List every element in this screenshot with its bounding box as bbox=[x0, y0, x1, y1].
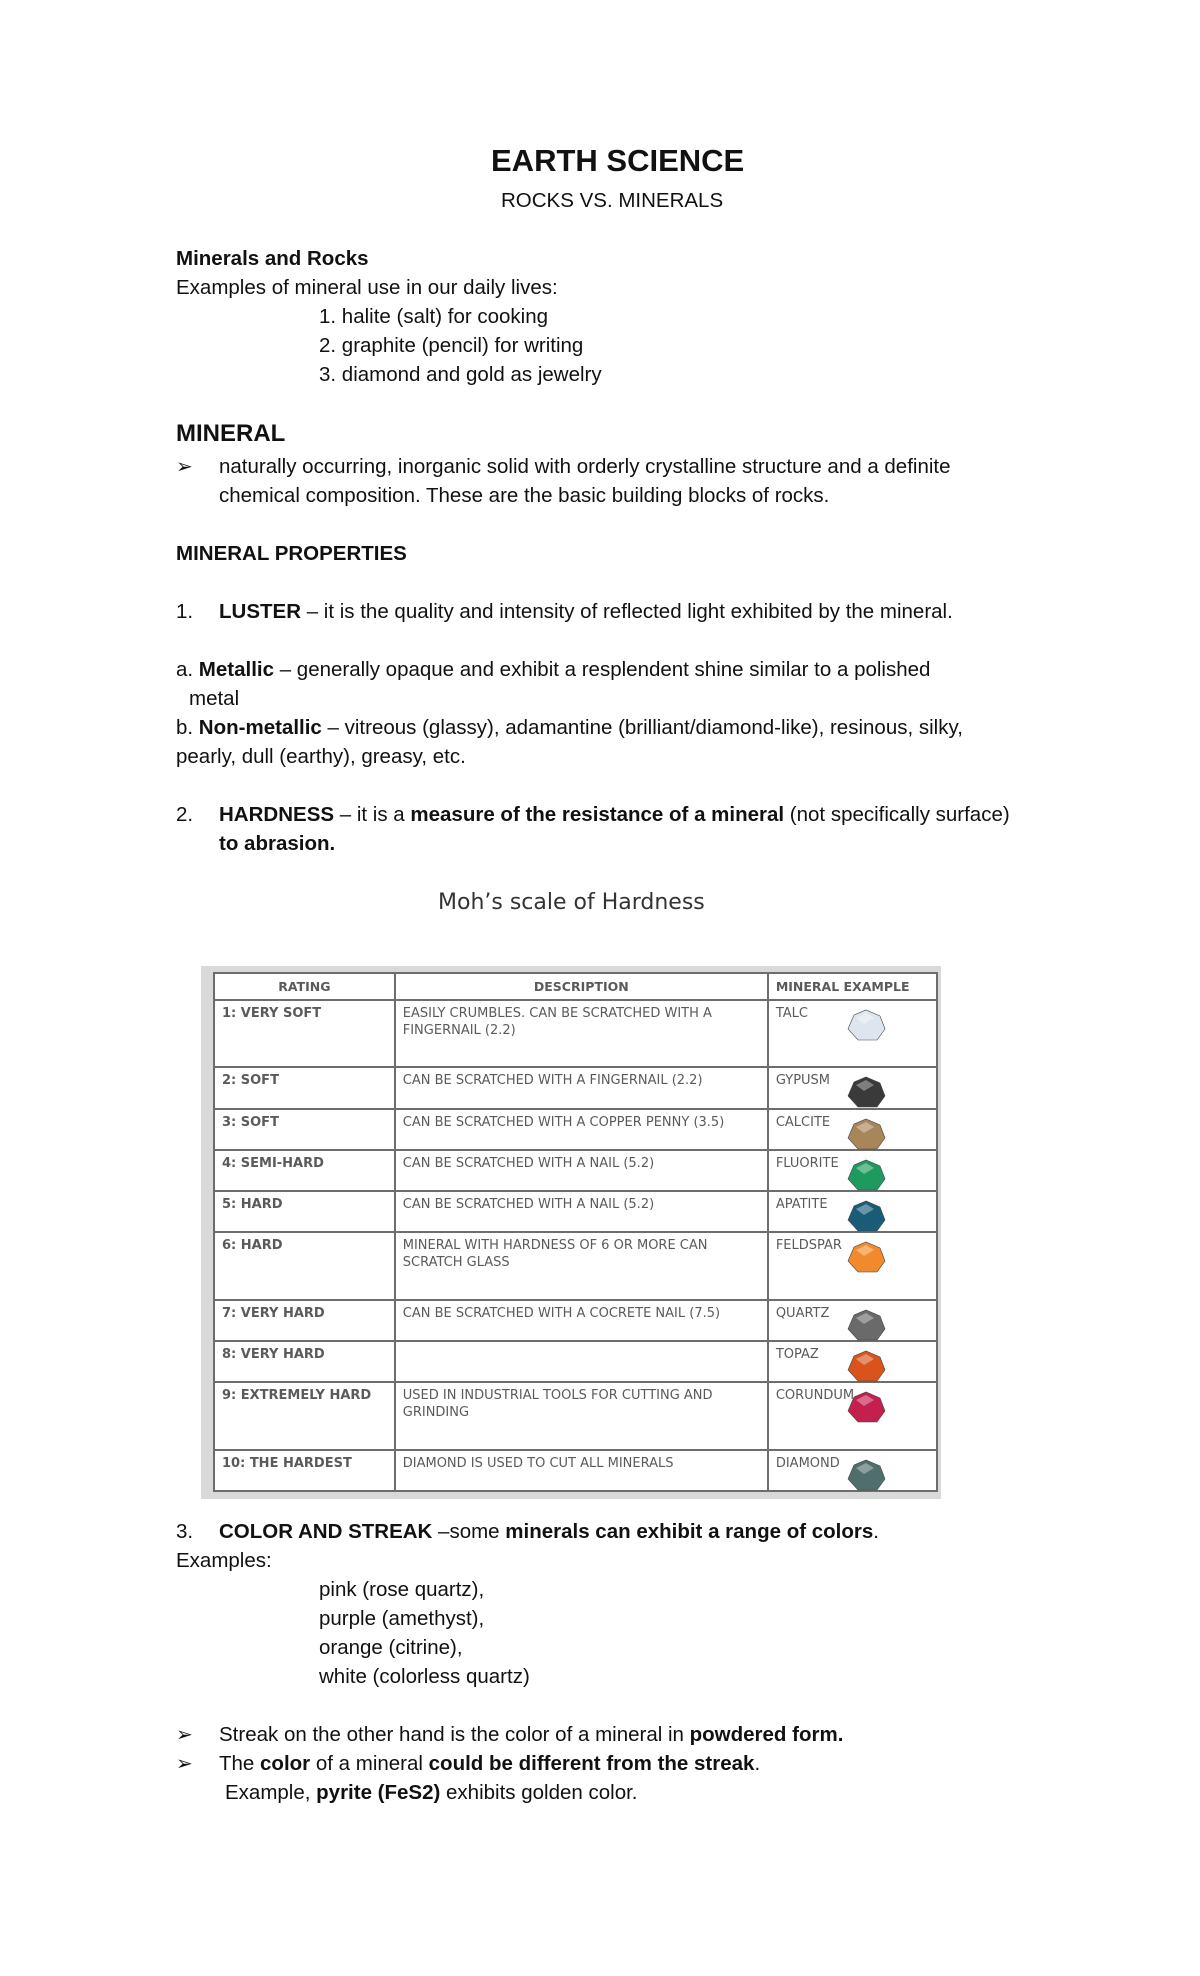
mineral-name: TALC bbox=[775, 1006, 808, 1021]
mineral-cell bbox=[768, 1300, 937, 1341]
color-streak-mid: –some bbox=[432, 1520, 506, 1543]
list-prefix: a. bbox=[176, 658, 199, 681]
color-streak-text bbox=[219, 1518, 879, 1546]
description-cell: CAN BE SCRATCHED WITH A NAIL (5.2) bbox=[395, 1191, 768, 1232]
color-diff-mid: of a mineral bbox=[310, 1752, 429, 1775]
table-row bbox=[214, 1191, 937, 1232]
mineral-name: QUARTZ bbox=[775, 1305, 830, 1321]
description-cell: USED IN INDUSTRIAL TOOLS FOR CUTTING AND GRINDING bbox=[395, 1382, 768, 1449]
description-cell: CAN BE SCRATCHED WITH A COCRETE NAIL (7.5) bbox=[395, 1300, 768, 1341]
mineral-cell bbox=[768, 1341, 937, 1382]
item-number: 2. bbox=[176, 803, 194, 826]
table-row bbox=[214, 1150, 937, 1191]
metallic-desc-cont: metal bbox=[189, 687, 240, 710]
mineral-cell bbox=[768, 1382, 937, 1449]
color-diff-pre: The bbox=[219, 1752, 261, 1775]
hardness-mid: – it is a bbox=[334, 803, 411, 826]
moh-scale-title: Moh’s scale of Hardness bbox=[438, 890, 705, 915]
table-row bbox=[214, 1382, 937, 1449]
pyrite-example bbox=[225, 1779, 637, 1807]
list-prefix: b. bbox=[176, 716, 199, 739]
color-diff-bold1: color bbox=[260, 1752, 311, 1775]
luster-desc: – it is the quality and intensity of reflected light exhibited by the mineral. bbox=[301, 600, 953, 623]
mineral-specimen-icon bbox=[844, 1457, 888, 1493]
mineral-name: GYPUSM bbox=[775, 1073, 831, 1089]
mineral-specimen-icon bbox=[844, 1116, 888, 1152]
mineral-specimen-icon bbox=[844, 1198, 888, 1234]
mineral-cell bbox=[768, 1067, 937, 1108]
color-example: purple (amethyst), bbox=[319, 1607, 485, 1630]
table-row bbox=[214, 1300, 937, 1341]
mineral-name: APATITE bbox=[775, 1197, 828, 1213]
mineral-heading: MINERAL bbox=[176, 420, 286, 447]
table-header-row bbox=[214, 973, 937, 1000]
mineral-name: CALCITE bbox=[775, 1114, 831, 1130]
mineral-cell bbox=[768, 1109, 937, 1150]
hardness-rest: (not specifically surface) bbox=[784, 803, 1010, 826]
streak-bullet bbox=[219, 1721, 843, 1749]
description-cell: DIAMOND IS USED TO CUT ALL MINERALS bbox=[395, 1450, 768, 1491]
intro-lead: Examples of mineral use in our daily lives: bbox=[176, 276, 558, 299]
metallic-term: Metallic bbox=[198, 658, 274, 681]
description-cell: CAN BE SCRATCHED WITH A FINGERNAIL (2.2) bbox=[395, 1067, 768, 1108]
mineral-cell bbox=[768, 1232, 937, 1299]
color-example: pink (rose quartz), bbox=[319, 1578, 485, 1601]
bullet-arrow-icon: ➢ bbox=[176, 1724, 193, 1746]
mineral-specimen-icon bbox=[844, 1307, 888, 1343]
section-heading-minerals-rocks: Minerals and Rocks bbox=[176, 247, 369, 270]
rating-cell: 1: VERY SOFT bbox=[214, 1000, 395, 1067]
hardness-bold: measure of the resistance of a mineral bbox=[410, 803, 785, 826]
rating-cell: 4: SEMI-HARD bbox=[214, 1150, 395, 1191]
mineral-specimen-icon bbox=[844, 1239, 888, 1275]
mineral-name: CORUNDUM bbox=[775, 1388, 855, 1404]
moh-scale-figure bbox=[201, 966, 941, 1499]
mineral-cell bbox=[768, 1450, 937, 1491]
table-row bbox=[214, 1109, 937, 1150]
luster-item bbox=[176, 598, 193, 626]
rating-cell: 3: SOFT bbox=[214, 1109, 395, 1150]
mineral-cell bbox=[768, 1000, 937, 1067]
luster-nonmetallic bbox=[176, 714, 963, 742]
mineral-specimen-icon bbox=[844, 1157, 888, 1193]
color-diff-end: . bbox=[754, 1752, 761, 1775]
description-cell: CAN BE SCRATCHED WITH A NAIL (5.2) bbox=[395, 1150, 768, 1191]
rating-cell: 6: HARD bbox=[214, 1232, 395, 1299]
streak-bold: powdered form. bbox=[689, 1723, 844, 1746]
mineral-specimen-icon bbox=[844, 1389, 888, 1425]
column-header-rating: RATING bbox=[214, 973, 395, 1000]
example-pre: Example, bbox=[225, 1781, 317, 1804]
color-diff-bold2: could be different from the streak bbox=[428, 1752, 755, 1775]
mineral-name: FELDSPAR bbox=[775, 1238, 842, 1254]
intro-item: 3. diamond and gold as jewelry bbox=[319, 363, 602, 386]
intro-item: 1. halite (salt) for cooking bbox=[319, 305, 549, 328]
hardness-term: HARDNESS bbox=[219, 803, 335, 826]
table-row bbox=[214, 1450, 937, 1491]
table-row bbox=[214, 1341, 937, 1382]
nonmetallic-desc: – vitreous (glassy), adamantine (brilliant/diamond-like), resinous, silky, bbox=[321, 716, 963, 739]
mineral-specimen-icon bbox=[844, 1348, 888, 1384]
intro-item: 2. graphite (pencil) for writing bbox=[319, 334, 584, 357]
mineral-name: DIAMOND bbox=[775, 1455, 840, 1471]
color-example: white (colorless quartz) bbox=[319, 1665, 530, 1688]
luster-text bbox=[219, 598, 953, 626]
hardness-text-cont: to abrasion. bbox=[219, 832, 336, 855]
mineral-cell bbox=[768, 1191, 937, 1232]
rating-cell: 10: THE HARDEST bbox=[214, 1450, 395, 1491]
color-streak-item bbox=[176, 1518, 193, 1546]
item-number: 3. bbox=[176, 1520, 194, 1543]
nonmetallic-desc-cont: pearly, dull (earthy), greasy, etc. bbox=[176, 745, 466, 768]
description-cell bbox=[395, 1341, 768, 1382]
column-header-mineral: MINERAL EXAMPLE bbox=[768, 973, 937, 1000]
bullet-arrow-icon: ➢ bbox=[176, 1753, 193, 1775]
properties-heading: MINERAL PROPERTIES bbox=[176, 542, 407, 565]
color-streak-bold: minerals can exhibit a range of colors bbox=[505, 1520, 874, 1543]
mineral-definition-cont: chemical composition. These are the basic building blocks of rocks. bbox=[219, 484, 830, 507]
mineral-specimen-icon bbox=[844, 1074, 888, 1110]
table-row bbox=[214, 1067, 937, 1108]
color-streak-end: . bbox=[873, 1520, 879, 1543]
example-rest: exhibits golden color. bbox=[440, 1781, 638, 1804]
description-cell: CAN BE SCRATCHED WITH A COPPER PENNY (3.5) bbox=[395, 1109, 768, 1150]
rating-cell: 8: VERY HARD bbox=[214, 1341, 395, 1382]
rating-cell: 9: EXTREMELY HARD bbox=[214, 1382, 395, 1449]
bullet-arrow-icon: ➢ bbox=[176, 456, 193, 478]
hardness-item bbox=[176, 801, 193, 829]
example-bold: pyrite (FeS2) bbox=[316, 1781, 441, 1804]
table-row bbox=[214, 1232, 937, 1299]
rating-cell: 2: SOFT bbox=[214, 1067, 395, 1108]
moh-scale-table bbox=[213, 972, 938, 1492]
description-cell: MINERAL WITH HARDNESS OF 6 OR MORE CAN SCRATCH GLASS bbox=[395, 1232, 768, 1299]
mineral-definition: naturally occurring, inorganic solid with orderly crystalline structure and a definite bbox=[219, 455, 951, 478]
nonmetallic-term: Non-metallic bbox=[198, 716, 322, 739]
rating-cell: 7: VERY HARD bbox=[214, 1300, 395, 1341]
streak-text: Streak on the other hand is the color of a mineral in bbox=[219, 1723, 690, 1746]
luster-metallic bbox=[176, 656, 930, 684]
color-diff-bullet bbox=[219, 1750, 760, 1778]
mineral-cell bbox=[768, 1150, 937, 1191]
page-subtitle: ROCKS VS. MINERALS bbox=[501, 189, 724, 212]
item-number: 1. bbox=[176, 600, 194, 623]
color-streak-term: COLOR AND STREAK bbox=[219, 1520, 433, 1543]
examples-label: Examples: bbox=[176, 1549, 272, 1572]
table-row bbox=[214, 1000, 937, 1067]
metallic-desc: – generally opaque and exhibit a resplendent shine similar to a polished bbox=[274, 658, 931, 681]
mineral-name: TOPAZ bbox=[775, 1347, 819, 1363]
mineral-name: FLUORITE bbox=[775, 1155, 839, 1171]
color-example: orange (citrine), bbox=[319, 1636, 463, 1659]
mineral-specimen-icon bbox=[844, 1007, 888, 1043]
description-cell: EASILY CRUMBLES. CAN BE SCRATCHED WITH A FINGERNAIL (2.2) bbox=[395, 1000, 768, 1067]
column-header-description: DESCRIPTION bbox=[395, 973, 768, 1000]
luster-term: LUSTER bbox=[219, 600, 301, 623]
page-title: EARTH SCIENCE bbox=[491, 143, 745, 178]
rating-cell: 5: HARD bbox=[214, 1191, 395, 1232]
hardness-text bbox=[219, 801, 1010, 829]
